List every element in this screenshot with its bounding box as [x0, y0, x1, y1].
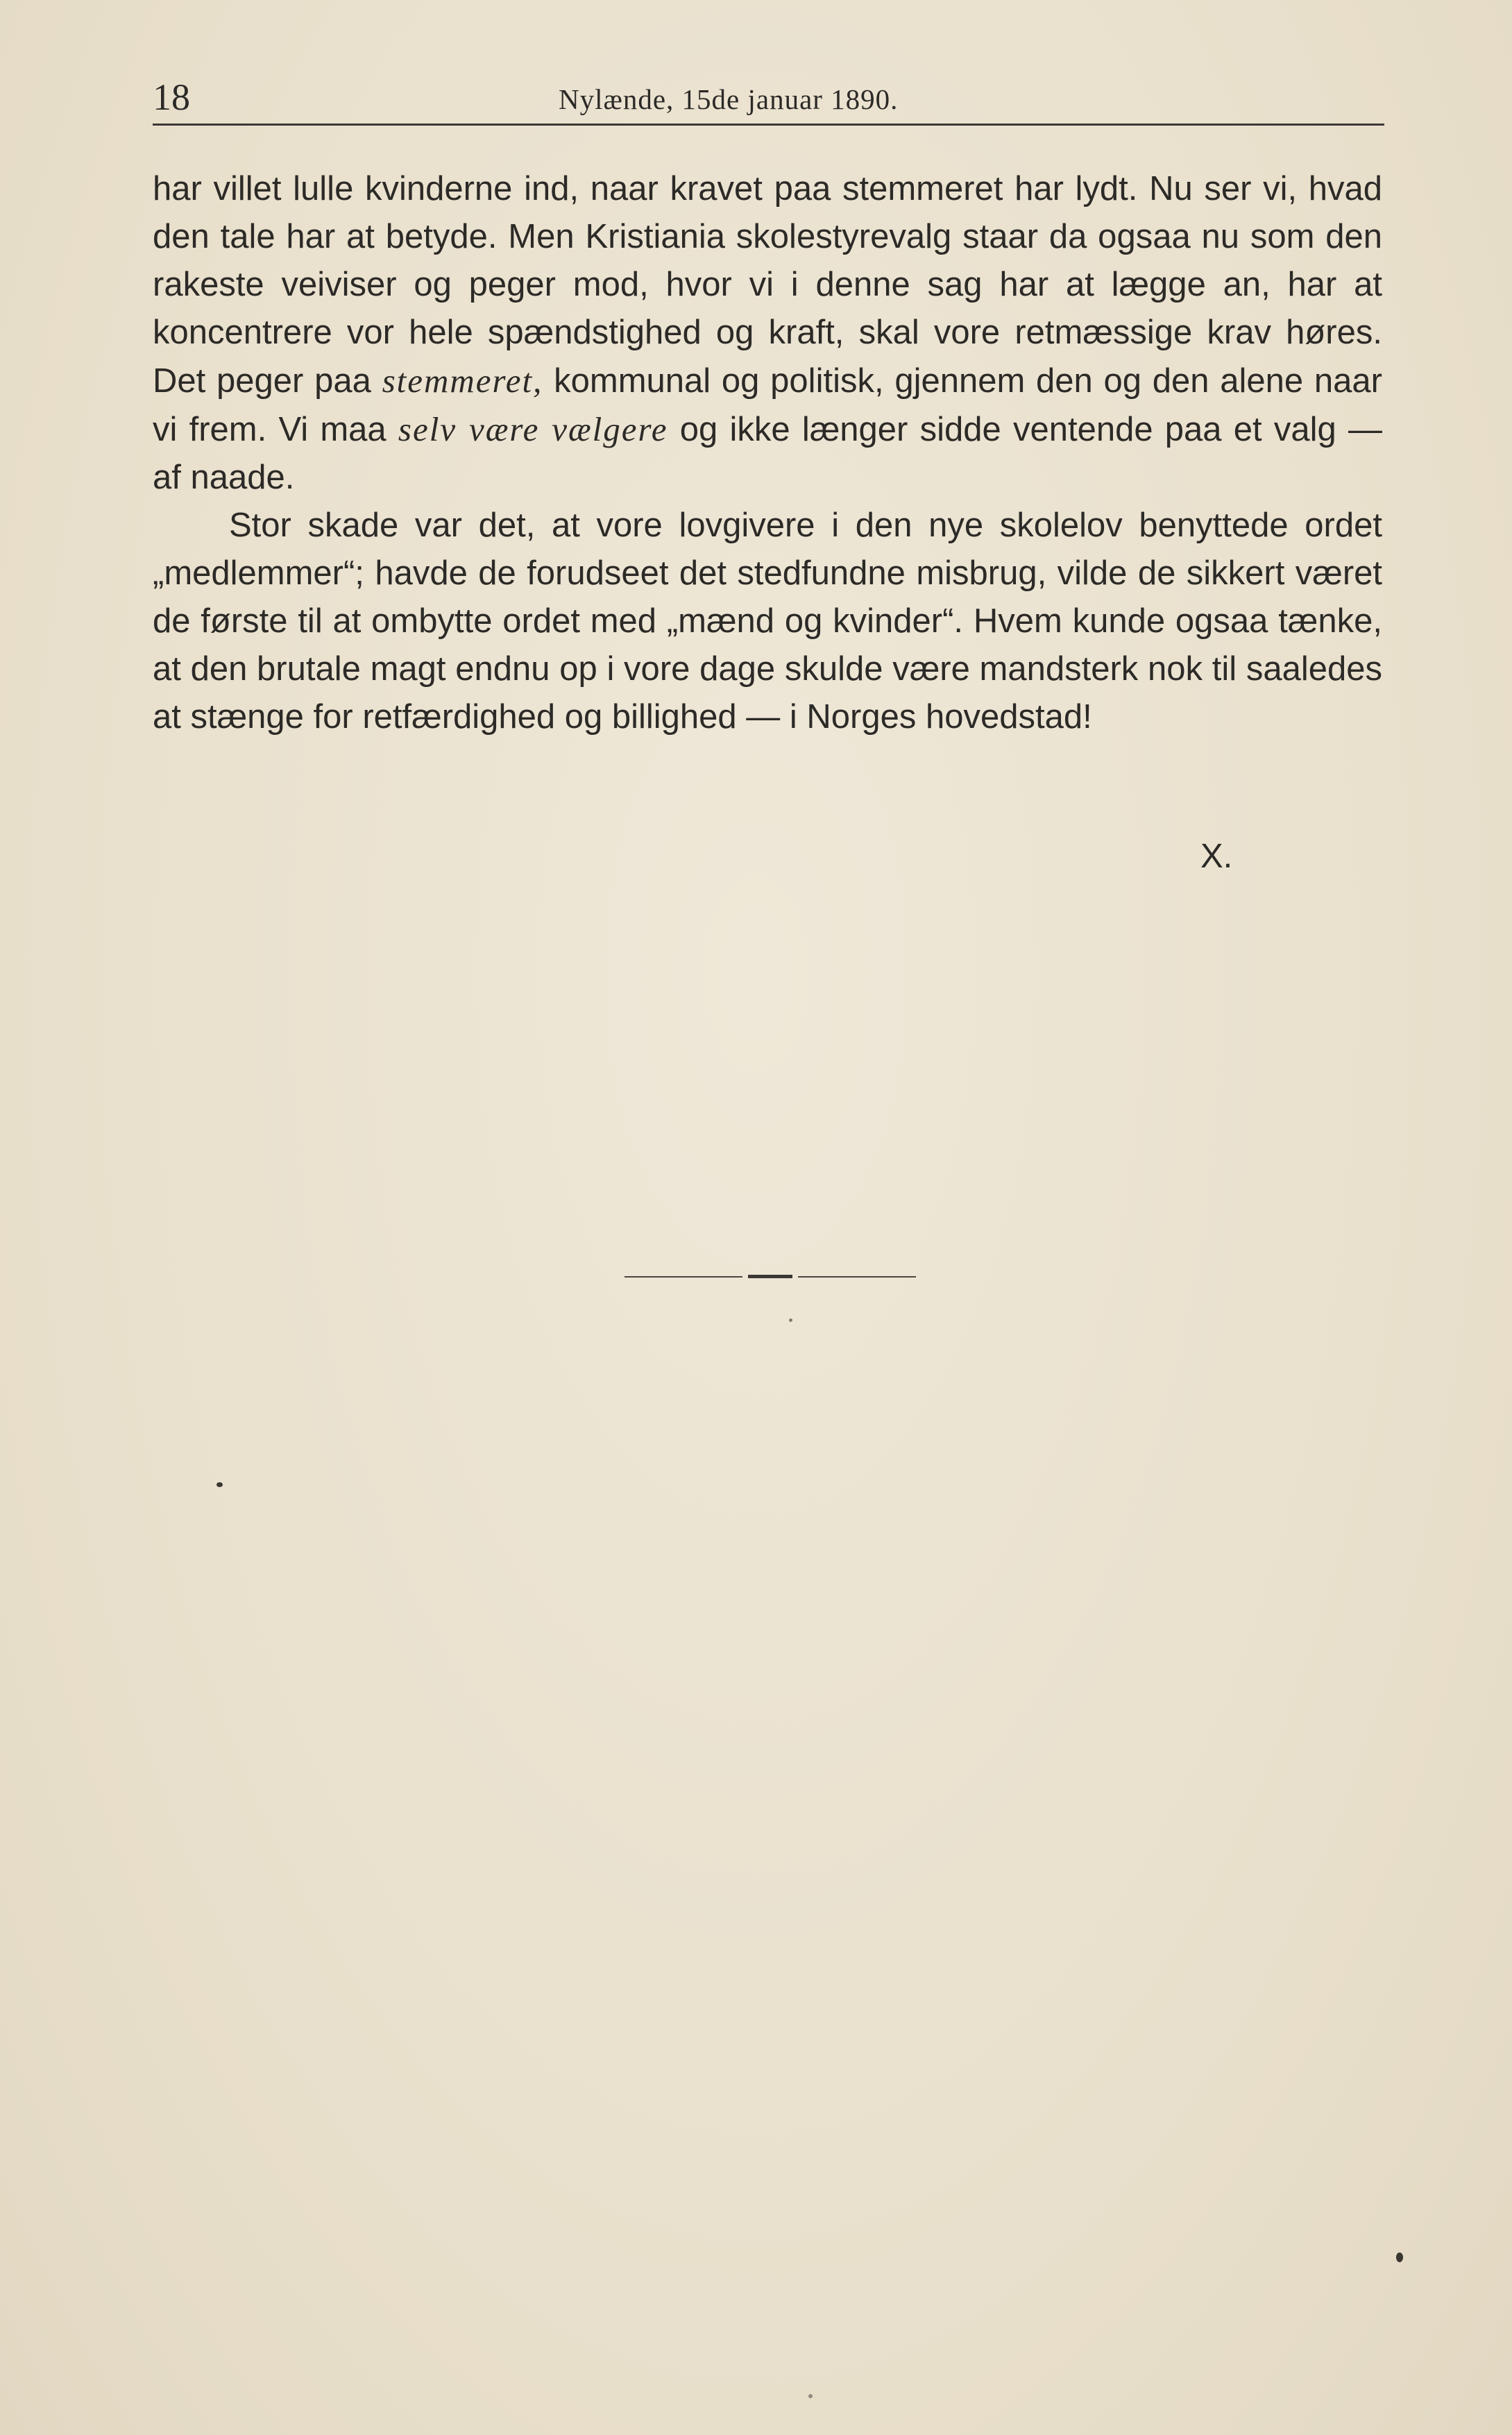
ink-speck [789, 1318, 792, 1322]
page-number: 18 [153, 76, 190, 118]
paragraph-1 [153, 165, 1382, 502]
paragraph-1-emphasis-stemmeret: stemmeret, [382, 362, 543, 400]
article-body [153, 165, 1382, 741]
page-header [153, 69, 1381, 125]
signature: X. [1200, 838, 1233, 875]
ink-speck [808, 2394, 813, 2398]
end-ornament-center-dash [748, 1275, 792, 1278]
ink-speck [1396, 2252, 1403, 2262]
header-rule [153, 124, 1384, 126]
end-ornament-right-line [798, 1276, 916, 1278]
paragraph-1-text: kommunal og politisk, gjennem den og den alene naar vi frem. Vi maa [153, 362, 1382, 448]
paragraph-1-text: og ikke længer sidde ventende paa et valg — af naade. [153, 411, 1382, 496]
end-ornament-left-line [625, 1276, 742, 1278]
end-ornament-rule [625, 1274, 916, 1280]
ink-speck [216, 1482, 223, 1487]
paragraph-1-text: har villet lulle kvinderne ind, naar kravet paa stemmeret har lydt. Nu ser vi, hvad den tale har at betyde. Men Kristiania skolestyrevalg staar da ogsaa nu som den rakeste veiviser og peger mod, hvor vi i denne sag har at lægge an, har at koncentrere vor hele spændstighed og kraft, skal vore retmæssige krav høres. Det peger paa [153, 170, 1382, 400]
paragraph-1-emphasis-selv-vaere-vaelgere: selv være vælgere [398, 410, 668, 448]
paragraph-2-text: Stor skade var det, at vore lovgivere i den nye skolelov benyttede ordet „medlemmer“; havde de forudseet det stedfundne misbrug, vilde de sikkert været de første til at ombytte ordet med „mænd og kvinder“. Hvem kunde ogsaa tænke, at den brutale magt endnu op i vore dage skulde være mandsterk nok til saaledes at stænge for retfærdighed og billighed — i Norges hovedstad! [153, 507, 1382, 736]
running-head: Nylænde, 15de januar 1890. [559, 83, 899, 115]
paragraph-2 [153, 502, 1382, 741]
